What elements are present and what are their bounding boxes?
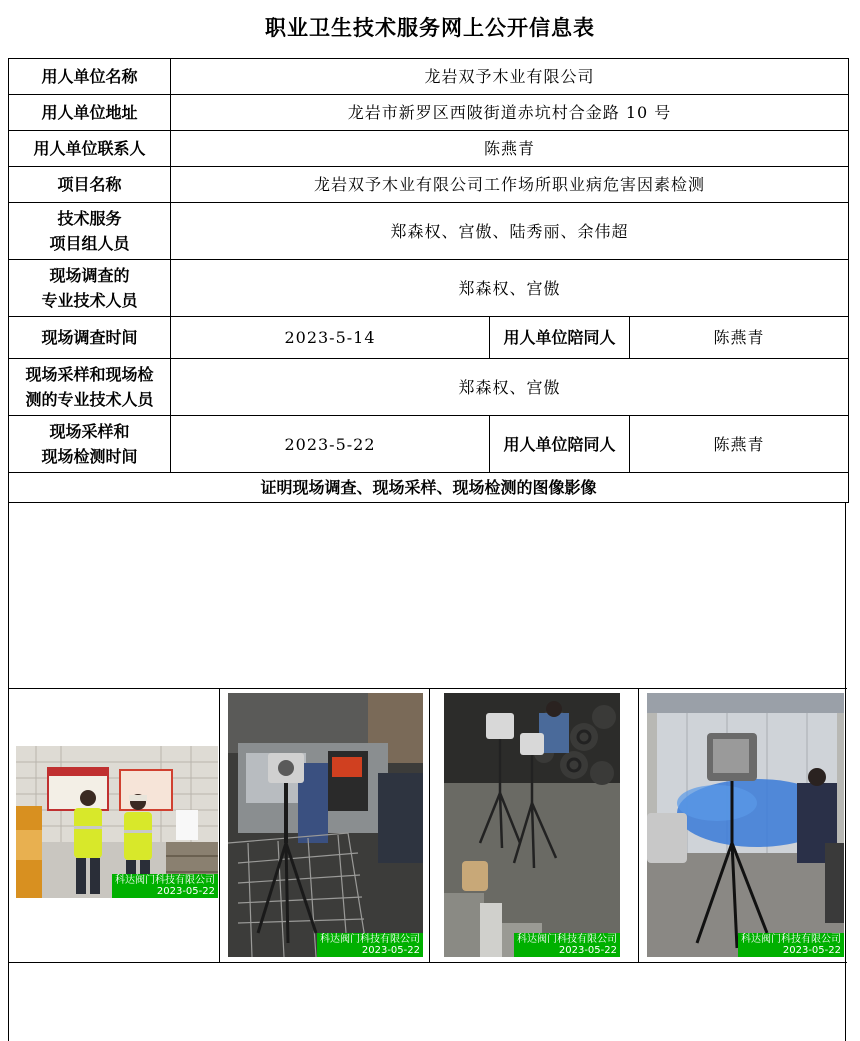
sampling-time-value: 2023-5-22 <box>171 416 490 473</box>
site-photo-1 <box>16 746 218 898</box>
photo-3-watermark-date: 2023-05-22 <box>558 945 617 956</box>
employer-contact-value: 陈燕青 <box>171 131 849 167</box>
row-photos-header <box>9 473 849 503</box>
sampling-staff-label <box>9 359 171 416</box>
photo-cell-divider <box>219 689 220 962</box>
row-team-members <box>9 203 849 260</box>
photo-2-watermark-date: 2023-05-22 <box>361 945 420 956</box>
photo-2-watermark-company: 科达阀门科技有限公司 <box>320 934 420 945</box>
team-members-label-line1: 技术服务 <box>57 209 122 228</box>
row-employer-name <box>9 59 849 95</box>
photos-section-header: 证明现场调查、现场采样、现场检测的图像影像 <box>9 473 849 503</box>
photo-4-watermark-company: 科达阀门科技有限公司 <box>741 934 841 945</box>
survey-staff-value: 郑森权、宫傲 <box>171 260 849 317</box>
photo-2-image <box>228 693 423 957</box>
row-survey-time <box>9 317 849 359</box>
team-members-label <box>9 203 171 260</box>
sampling-time-label-line2: 现场检测时间 <box>41 447 138 466</box>
survey-companion-value: 陈燕青 <box>630 317 849 359</box>
photo-3-image <box>444 693 620 957</box>
survey-staff-label-line1: 现场调查的 <box>49 266 130 285</box>
row-sampling-time <box>9 416 849 473</box>
photo-1-watermark <box>112 874 218 898</box>
photo-4-watermark-date: 2023-05-22 <box>782 945 841 956</box>
project-name-label: 项目名称 <box>9 167 171 203</box>
row-employer-address <box>9 95 849 131</box>
sampling-companion-value: 陈燕青 <box>630 416 849 473</box>
row-project-name <box>9 167 849 203</box>
site-photo-4 <box>647 693 844 957</box>
photo-2-watermark <box>317 933 423 957</box>
photo-row <box>9 688 847 963</box>
employer-name-label: 用人单位名称 <box>9 59 171 95</box>
photo-cell-divider <box>429 689 430 962</box>
row-survey-staff <box>9 260 849 317</box>
site-photo-2 <box>228 693 423 957</box>
row-sampling-staff <box>9 359 849 416</box>
page-title: 职业卫生技术服务网上公开信息表 <box>265 16 595 40</box>
survey-staff-label-line2: 专业技术人员 <box>41 291 138 310</box>
row-employer-contact <box>9 131 849 167</box>
survey-time-label: 现场调查时间 <box>9 317 171 359</box>
photo-4-watermark <box>738 933 844 957</box>
info-table <box>8 58 849 503</box>
sampling-time-label-line1: 现场采样和 <box>49 422 130 441</box>
sampling-time-label <box>9 416 171 473</box>
sampling-staff-label-line2: 测的专业技术人员 <box>25 390 154 409</box>
employer-address-label: 用人单位地址 <box>9 95 171 131</box>
survey-companion-label: 用人单位陪同人 <box>490 317 630 359</box>
sampling-staff-label-line1: 现场采样和现场检 <box>25 365 154 384</box>
photo-1-watermark-company: 科达阀门科技有限公司 <box>115 875 215 886</box>
survey-time-value: 2023-5-14 <box>171 317 490 359</box>
photo-area <box>8 502 846 1041</box>
sampling-companion-label: 用人单位陪同人 <box>490 416 630 473</box>
photo-4-image <box>647 693 844 957</box>
employer-address-value: 龙岩市新罗区西陂街道赤坑村合金路 10 号 <box>171 95 849 131</box>
photo-cell-divider <box>638 689 639 962</box>
photo-3-watermark <box>514 933 620 957</box>
team-members-label-line2: 项目组人员 <box>49 234 130 253</box>
employer-contact-label: 用人单位联系人 <box>9 131 171 167</box>
survey-staff-label <box>9 260 171 317</box>
project-name-value: 龙岩双予木业有限公司工作场所职业病危害因素检测 <box>171 167 849 203</box>
employer-name-value: 龙岩双予木业有限公司 <box>171 59 849 95</box>
photo-1-watermark-date: 2023-05-22 <box>156 886 215 897</box>
site-photo-3 <box>444 693 620 957</box>
photo-3-watermark-company: 科达阀门科技有限公司 <box>517 934 617 945</box>
sampling-staff-value: 郑森权、宫傲 <box>171 359 849 416</box>
team-members-value: 郑森权、宫傲、陆秀丽、余伟超 <box>171 203 849 260</box>
